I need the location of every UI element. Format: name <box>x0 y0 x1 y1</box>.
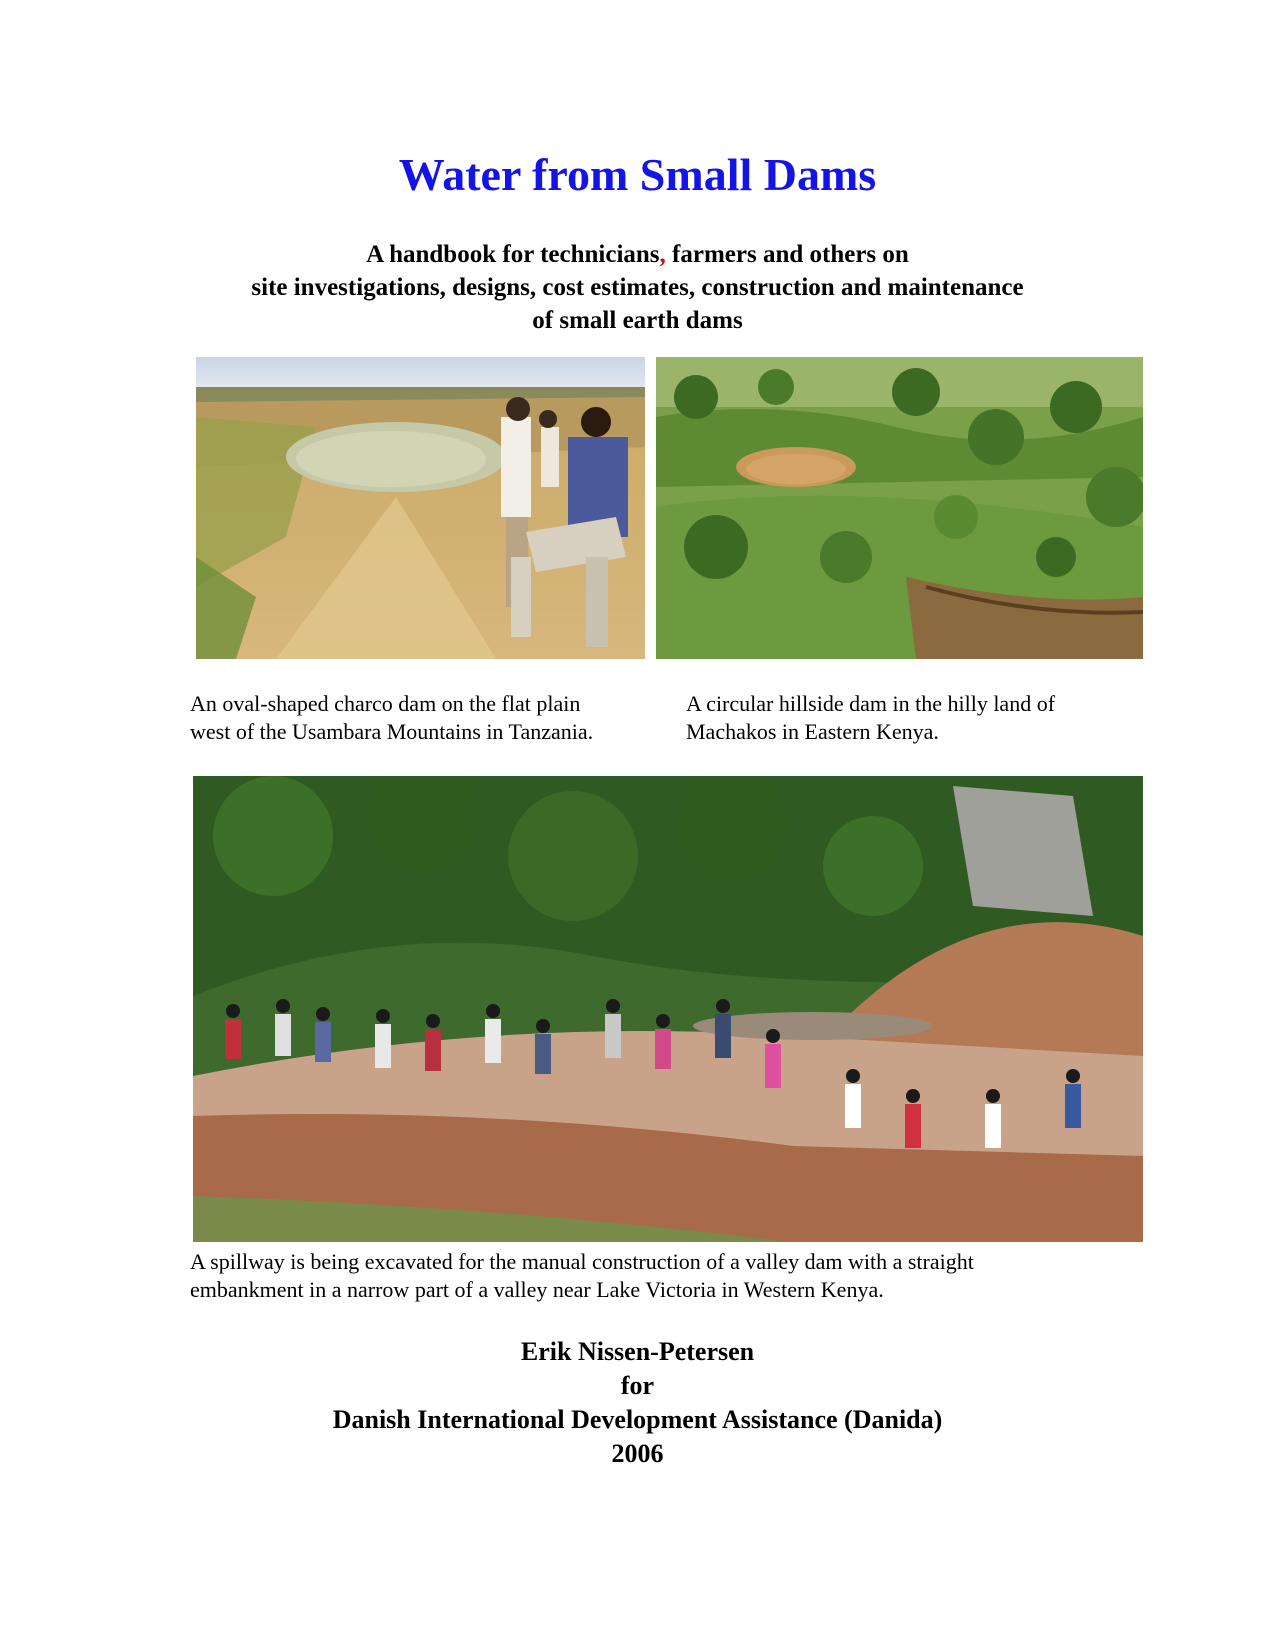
hillside-dam-caption <box>686 690 1146 746</box>
spillway-caption-line-1: A spillway is being excavated for the manual construction of a valley dam with a straight <box>190 1249 974 1274</box>
page-title: Water from Small Dams <box>398 149 877 200</box>
subtitle-line-1 <box>100 238 1175 271</box>
hillside-dam-photo <box>656 357 1143 659</box>
subtitle-line-3: of small earth dams <box>532 307 743 334</box>
hillside-dam-caption-line-2: Machakos in Eastern Kenya. <box>686 719 939 744</box>
author-name: Erik Nissen-Petersen <box>520 1337 755 1366</box>
subtitle <box>100 238 1175 337</box>
author-for: for <box>620 1371 655 1400</box>
subtitle-line-1a: A handbook for technicians <box>366 241 660 268</box>
author-organization: Danish International Development Assistance (Danida) <box>332 1405 943 1434</box>
spillway-caption <box>190 1248 1150 1304</box>
charco-dam-caption-line-2: west of the Usambara Mountains in Tanzania. <box>190 719 594 744</box>
subtitle-comma: , <box>659 241 666 268</box>
charco-dam-photo <box>196 357 645 659</box>
spillway-excavation-photo <box>193 776 1143 1242</box>
publication-year: 2006 <box>611 1439 664 1468</box>
spillway-caption-line-2: embankment in a narrow part of a valley near Lake Victoria in Western Kenya. <box>190 1277 884 1302</box>
subtitle-line-1b: farmers and others on <box>665 241 909 268</box>
hillside-dam-caption-line-1: A circular hillside dam in the hilly land of <box>686 691 1056 716</box>
charco-dam-caption-line-1: An oval-shaped charco dam on the flat plain <box>190 691 581 716</box>
author-block <box>0 1335 1275 1471</box>
subtitle-line-2: site investigations, designs, cost estimates, construction and maintenance <box>251 274 1024 301</box>
charco-dam-caption <box>190 690 660 746</box>
